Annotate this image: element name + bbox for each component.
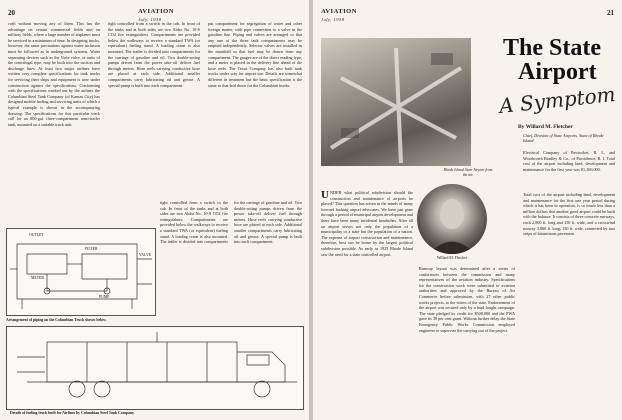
left-text-column-3b xyxy=(160,200,302,320)
right-col1-text: NDER what political subdivision should the construction and maintenance of airports be placed? This question has arisen in the minds of many forward looking airport advocates. We have just gone through a period of municipal airport development and there have been many incidental headaches. After all an airport serves not only the population of a municipality or a state but the population of a nation. The expense of airport construction and maintenance, therefore, best can be borne by the largest political subdivision possible. As early as 1923 Rhode Island saw the need for a state controlled airport. xyxy=(321,190,413,257)
piping-diagram-drawing xyxy=(7,229,156,316)
piping-diagram-caption: Arrangement of piping on the Columbian Truck shown below. xyxy=(6,318,107,322)
article-subtitle: A Symptom xyxy=(498,81,617,119)
left-magazine-name: AVIATION xyxy=(138,8,174,15)
tank-label-valve: VALVE xyxy=(139,253,152,257)
left-issue-date: July, 1938 xyxy=(138,17,162,22)
portrait-figure xyxy=(417,184,487,254)
drop-cap: U xyxy=(321,190,329,201)
article-title-line-1: The State xyxy=(503,35,601,61)
aerial-photo-runways xyxy=(321,38,471,166)
airport-aerial-photo xyxy=(321,38,471,166)
truck-drawing-caption: Details of fueling truck built for Airlines by Columbian Steel Tank Company. xyxy=(10,411,135,415)
aerial-photo-caption: Rhode Island State Airport from the air. xyxy=(443,168,493,177)
tank-label-pump: PUMP xyxy=(99,295,110,299)
right-col1-paragraph xyxy=(321,190,413,257)
left-page-number: 20 xyxy=(8,9,15,17)
author-portrait xyxy=(417,184,487,254)
left-text-column-2 xyxy=(108,21,200,197)
right-text-column-3-top xyxy=(523,150,615,190)
right-page-number: 21 xyxy=(607,9,614,17)
right-page xyxy=(313,0,622,420)
left-text-column-1 xyxy=(8,21,100,226)
left-col3b-text: tight controlled from a switch in the cab. In front of the tanks and at both sides are two Aldro No. 10-S CO2 fire extinguishers. Compartments are provided below the walkways to receive a standard TWA (or equivalent) fueling stand. A loading crane is also mounted. The trailer is divided into compartments for the carriage of gasoline and oil. Two double-acting pumps driven from the power take-off deliver fuel through meters. Hose reels carrying conductive hose are placed at each side. Additional smaller compartments carry lubricating oil and grease. A special pump is built into each compartment. xyxy=(160,200,302,245)
truck-drawing xyxy=(7,327,304,410)
right-text-column-2 xyxy=(419,266,515,414)
right-col3-top-text: Electrical Company of Pawtucket, R. I., and Woodworth Bradley & Co., of Providence, R. I. Total cost of the airport including land, development and maintenance for the first year was $1,100,000. xyxy=(523,150,615,172)
portrait-caption: Willard M. Fletcher xyxy=(436,256,468,260)
right-text-column-1 xyxy=(321,190,413,414)
right-issue-date: July, 1938 xyxy=(321,17,345,22)
tank-label-meter: METER xyxy=(31,276,44,280)
tank-label-outlet: OUTLET xyxy=(29,233,44,237)
right-magazine-name: AVIATION xyxy=(321,8,357,15)
author-title: Chief, Division of State Airports, State of Rhode Island xyxy=(523,133,604,143)
left-col2-text: tight controlled from a switch in the cab. In front of the tanks and at both sides are two Aldro No. 10-S CO2 fire extinguishers. Compartments are provided below the walkways to receive a standard TWA (or equivalent) fueling stand. A loading crane is also mounted. The trailer is divided into compartments for the carriage of gasoline and oil. Two double-acting pumps driven from the power take-off deliver fuel through meters. Hose reels carrying conductive hose are placed at each side. Additional smaller compartments carry lubricating oil and grease. A special pump is built into each compartment. xyxy=(108,21,200,88)
right-running-head xyxy=(321,8,357,23)
tank-label-filter: FILTER xyxy=(85,247,98,251)
piping-diagram xyxy=(6,228,156,316)
right-text-column-3 xyxy=(523,192,615,414)
right-col2-text: Runway layout was determined after a series of conferences between the commission and many representatives of the aviation industry. Specifications for the construction work were submitted to aviation authorities and approved by the Bureau of Air Commerce before submission, with 27 other public works projects, to the voters of the state. Endorsement of the airport was secured only by a hard fought campaign. The state pledged its credit for $500,000 and the PWA gave its 30 per cent grant. Without further delay the State Emergency Public Works Commission employed engineers to supervise the carrying out of the project. xyxy=(419,266,515,333)
left-col1-text: craft without moving any of them. This has the advantage on certain commercial fields and on military fields, where a large number of airplanes must be serviced in a minimum of time. In designing trucks, however, the same precautions against water inclusion must be followed as in underground systems. Water separating devices such as the Viele valve, or units of the centrifugal type, may be built into the suction and discharge lines. At least two major airlines have written very complete specifications for tank trucks for servicing their ships and equipment is now under construction against the specifications. Conforming with the specifications worked out by the airlines the Columbian Steel Tank Company (of Kansas City) has designed mobile fueling and servicing units of which a typical example is shown in the accompanying drawing. The specifications for this particular truck call for an 800-gal. three-compartment semi-trailer tank, mounted on a suitable truck unit. xyxy=(8,21,100,127)
left-text-column-3 xyxy=(208,21,302,197)
right-col3-text: Total cost of the airport including land, development and maintenance for the first one year period during which it has been in operation, is so much less than a million dollars that another good airport could be built with the balance. It consists of three concrete runways, each 2,800 ft. long and 150 ft. wide, and a crosswind runway 3,800 ft. long, 150 ft. wide, connected by taxi strips of bituminous pavement. xyxy=(523,192,615,237)
article-byline: By Willard M. Fletcher xyxy=(518,124,573,130)
truck-elevation-drawing xyxy=(6,326,304,410)
left-col3-text: put compartment for segregation of water and other foreign matter, with pipe connection to a valve in the gasoline line. Piping and valves are arranged so that any one of the three tank compartments may be emptied independently. Selector valves are installed in the manifold so that fuel may be drawn from any compartment. The gauges are of the direct reading type, and a meter is placed in the delivery line ahead of the hose reels. The Texas Company has also built tank trucks under way for airport use. Details are somewhat different in treatment but the basic specification is the same as that laid down for the Columbian trucks. xyxy=(208,21,302,88)
left-page xyxy=(0,0,309,420)
article-title-line-2: Airport xyxy=(518,59,597,85)
